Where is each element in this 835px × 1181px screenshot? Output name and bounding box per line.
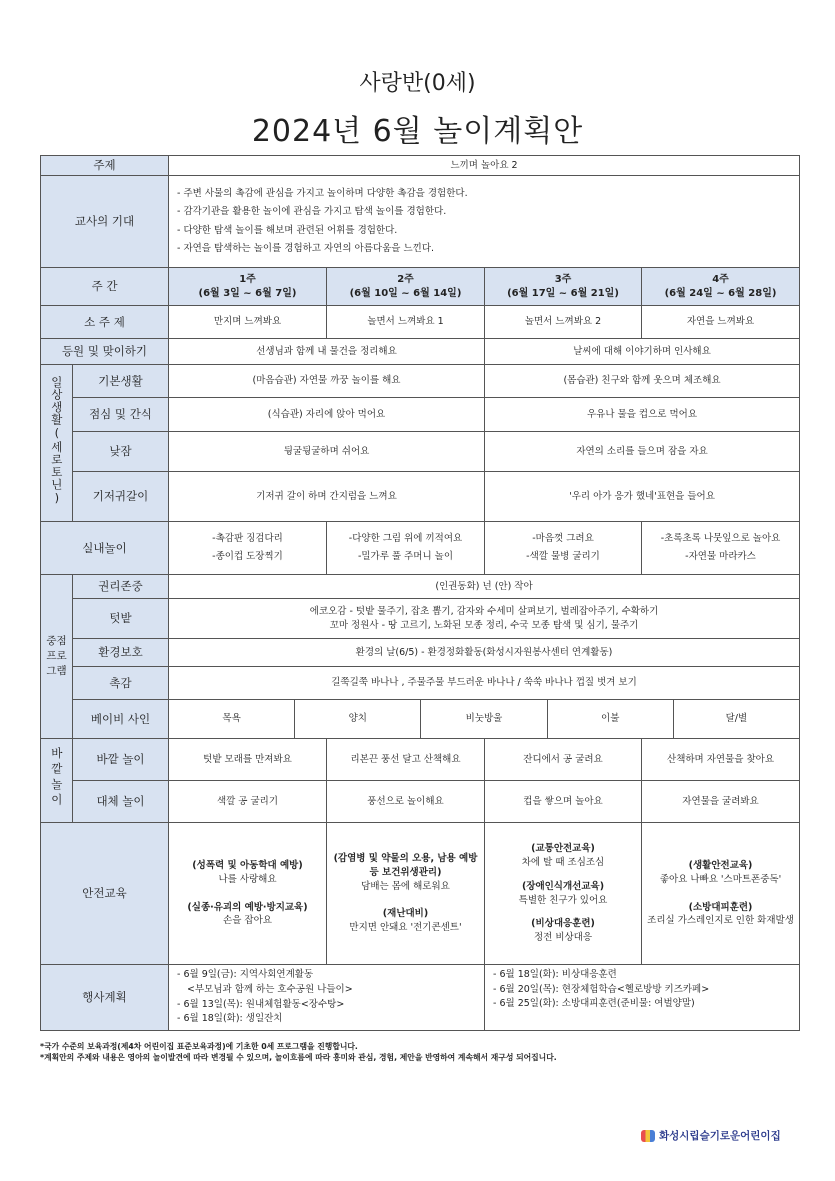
baby-sign-item: 이불	[547, 700, 673, 738]
indoor-week-4: -초록초록 나뭇잎으로 놀아요 -자연물 마라카스	[642, 522, 800, 575]
safety-label: 안전교육	[41, 823, 169, 965]
events-right: - 6월 18일(화): 비상대응훈련 - 6월 20일(목): 현장체험학습<헬로방방 키즈카페> - 6월 25일(화): 소방대피훈련(준비물: 여벌양말)	[485, 965, 800, 1031]
safety-week-3: (교통안전교육) 차에 탈 때 조심조심 (장애인식개선교육) 특별한 친구가 있어요 (비상대응훈련) 정전 비상대응	[485, 823, 642, 965]
arrival-first-half: 선생님과 함께 내 물건을 정리해요	[169, 339, 485, 365]
indoor-week-1: -촉감판 징검다리 -종이컵 도장찍기	[169, 522, 327, 575]
footnote: *국가 수준의 보육과정(제4차 어린이집 표준보육과정)에 기초한 0세 프로그램을 진행합니다.	[40, 1042, 358, 1051]
plan-table	[40, 155, 800, 1031]
expectation-item: - 주변 사물의 촉감에 관심을 가지고 놀이하며 다양한 촉감을 경험한다.	[177, 188, 468, 200]
garden-label: 텃밭	[73, 599, 169, 639]
subtopic-week-2: 놀면서 느껴봐요 1	[327, 306, 485, 339]
baby-sign-item: 양치	[294, 700, 420, 738]
outdoor-week-4: 산책하며 자연물을 찾아요	[642, 739, 800, 781]
week-1-header: 1주 (6월 3일 ~ 6월 7일)	[169, 268, 327, 306]
outdoor-week-3: 잔디에서 공 굴려요	[485, 739, 642, 781]
indoor-play-label: 실내놀이	[41, 522, 169, 575]
outdoor-group: 바깥놀이	[41, 739, 73, 823]
sense-label: 촉감	[73, 667, 169, 700]
alt-week-2: 풍선으로 놀이해요	[327, 781, 485, 823]
page-title: 2024년 6월 놀이계획안	[251, 114, 584, 149]
outdoor-play-label: 바깥 놀이	[73, 739, 169, 781]
diaper-label: 기저귀갈이	[73, 472, 169, 522]
safety-week-1: (성폭력 및 아동학대 예방) 나를 사랑해요 (실종·유괴의 예방·방지교육) 손을 잡아요	[169, 823, 327, 965]
meal-label: 점심 및 간식	[73, 398, 169, 432]
alt-week-3: 컵을 쌓으며 놀아요	[485, 781, 642, 823]
events-label: 행사계획	[41, 965, 169, 1031]
outdoor-week-2: 리본끈 풍선 달고 산책해요	[327, 739, 485, 781]
week-3-header: 3주 (6월 17일 ~ 6월 21일)	[485, 268, 642, 306]
arrival-second-half: 날씨에 대해 이야기하며 인사해요	[485, 339, 800, 365]
diaper-first: 기저귀 갈이 하며 간지럼을 느껴요	[169, 472, 485, 522]
baby-sign-label: 베이비 사인	[73, 700, 169, 739]
class-name: 사랑반(0세)	[359, 71, 476, 96]
daily-life-group: 일상생활(세로토닌)	[41, 365, 73, 522]
logo-mark-icon	[641, 1130, 655, 1142]
subtopic-week-1: 만지며 느껴봐요	[169, 306, 327, 339]
nap-first: 뒹굴뒹굴하며 쉬어요	[169, 432, 485, 472]
safety-week-4: (생활안전교육) 좋아요 나빠요 '스마트폰중독' (소방대피훈련) 조리실 가스레인지로 인한 화재발생	[642, 823, 800, 965]
basic-life-first: (마음습관) 자연물 까꿍 놀이를 해요	[169, 365, 485, 398]
basic-life-second: (몸습관) 친구와 함께 웃으며 체조해요	[485, 365, 800, 398]
subtopic-label: 소 주 제	[41, 306, 169, 339]
baby-sign-item: 달/별	[673, 700, 799, 738]
nap-label: 낮잠	[73, 432, 169, 472]
footnotes	[40, 1041, 800, 1064]
garden-value: 에코오감 - 텃밭 물주기, 잡초 뽑기, 감자와 수세미 살펴보기, 벌레잡아주기, 수확하기 꼬마 정원사 - 땅 고르기, 노화된 모종 정리, 수국 모종 탐색 및 심기, 물주기	[169, 599, 800, 639]
baby-sign-item: 비눗방울	[420, 700, 546, 738]
sense-value: 길쭉길쭉 바나나 , 주물주물 부드러운 바나나 / 쑥쑥 바나나 껍질 벗겨 보기	[169, 667, 800, 700]
safety-week-2: (감염병 및 약물의 오용, 남용 예방 등 보건위생관리) 담배는 몸에 해로워요 (재난대비) 만지면 안돼요 '전기콘센트'	[327, 823, 485, 965]
expectation-item: - 감각기관을 활용한 놀이에 관심을 가지고 탐색 놀이를 경험한다.	[177, 206, 447, 218]
rights-label: 권리존중	[73, 575, 169, 599]
weeks-label: 주 간	[41, 268, 169, 306]
events-left: - 6월 9일(금): 지역사회연계활동 <부모님과 함께 하는 호수공원 나들이> - 6월 13일(목): 원내체험활동<장수탕> - 6월 18일(화): 생일잔치	[169, 965, 485, 1031]
logo-text: 화성시립슬기로운어린이집	[659, 1130, 781, 1142]
expectation-list	[169, 176, 800, 268]
school-logo	[641, 1128, 781, 1143]
rights-value: (인권동화) 넌 (안) 작아	[169, 575, 800, 599]
basic-life-label: 기본생활	[73, 365, 169, 398]
baby-sign-row	[169, 700, 800, 739]
baby-sign-item: 목욕	[222, 713, 241, 725]
alt-play-label: 대체 놀이	[73, 781, 169, 823]
subtopic-week-4: 자연을 느껴봐요	[642, 306, 800, 339]
env-value: 환경의 날(6/5) - 환경정화활동(화성시자원봉사센터 연계활동)	[169, 639, 800, 667]
nap-second: 자연의 소리를 들으며 잠을 자요	[485, 432, 800, 472]
expectation-item: - 자연을 탐색하는 놀이를 경험하고 자연의 아름다움을 느낀다.	[177, 242, 435, 254]
theme-label: 주제	[41, 156, 169, 176]
alt-week-1: 색깔 공 굴리기	[169, 781, 327, 823]
week-2-header: 2주 (6월 10일 ~ 6월 14일)	[327, 268, 485, 306]
arrival-label: 등원 및 맞이하기	[41, 339, 169, 365]
expectation-label: 교사의 기대	[41, 176, 169, 268]
expectation-item: - 다양한 탐색 놀이를 해보며 관련된 어휘를 경험한다.	[177, 224, 398, 236]
outdoor-week-1: 텃밭 모래를 만져봐요	[169, 739, 327, 781]
indoor-week-2: -다양한 그림 위에 끼적여요 -밀가루 풀 주머니 놀이	[327, 522, 485, 575]
footnote: *계획안의 주제와 내용은 영아의 놀이발견에 따라 변경될 수 있으며, 놀이흐름에 따라 흥미와 관심, 경험, 제안을 반영하여 계속해서 재구성 되어집니다.	[40, 1053, 557, 1063]
meal-first: (식습관) 자리에 앉아 먹어요	[169, 398, 485, 432]
subtopic-week-3: 놀면서 느껴봐요 2	[485, 306, 642, 339]
theme-value: 느끼며 놀아요 2	[169, 156, 800, 176]
week-4-header: 4주 (6월 24일 ~ 6월 28일)	[642, 268, 800, 306]
meal-second: 우유나 물을 컵으로 먹어요	[485, 398, 800, 432]
indoor-week-3: -마음껏 그려요 -색깔 물병 굴리기	[485, 522, 642, 575]
focus-program-group: 중점 프로그램	[41, 575, 73, 739]
env-label: 환경보호	[73, 639, 169, 667]
alt-week-4: 자연물을 굴려봐요	[642, 781, 800, 823]
diaper-second: '우리 아가 응가 했네'표현을 들어요	[485, 472, 800, 522]
